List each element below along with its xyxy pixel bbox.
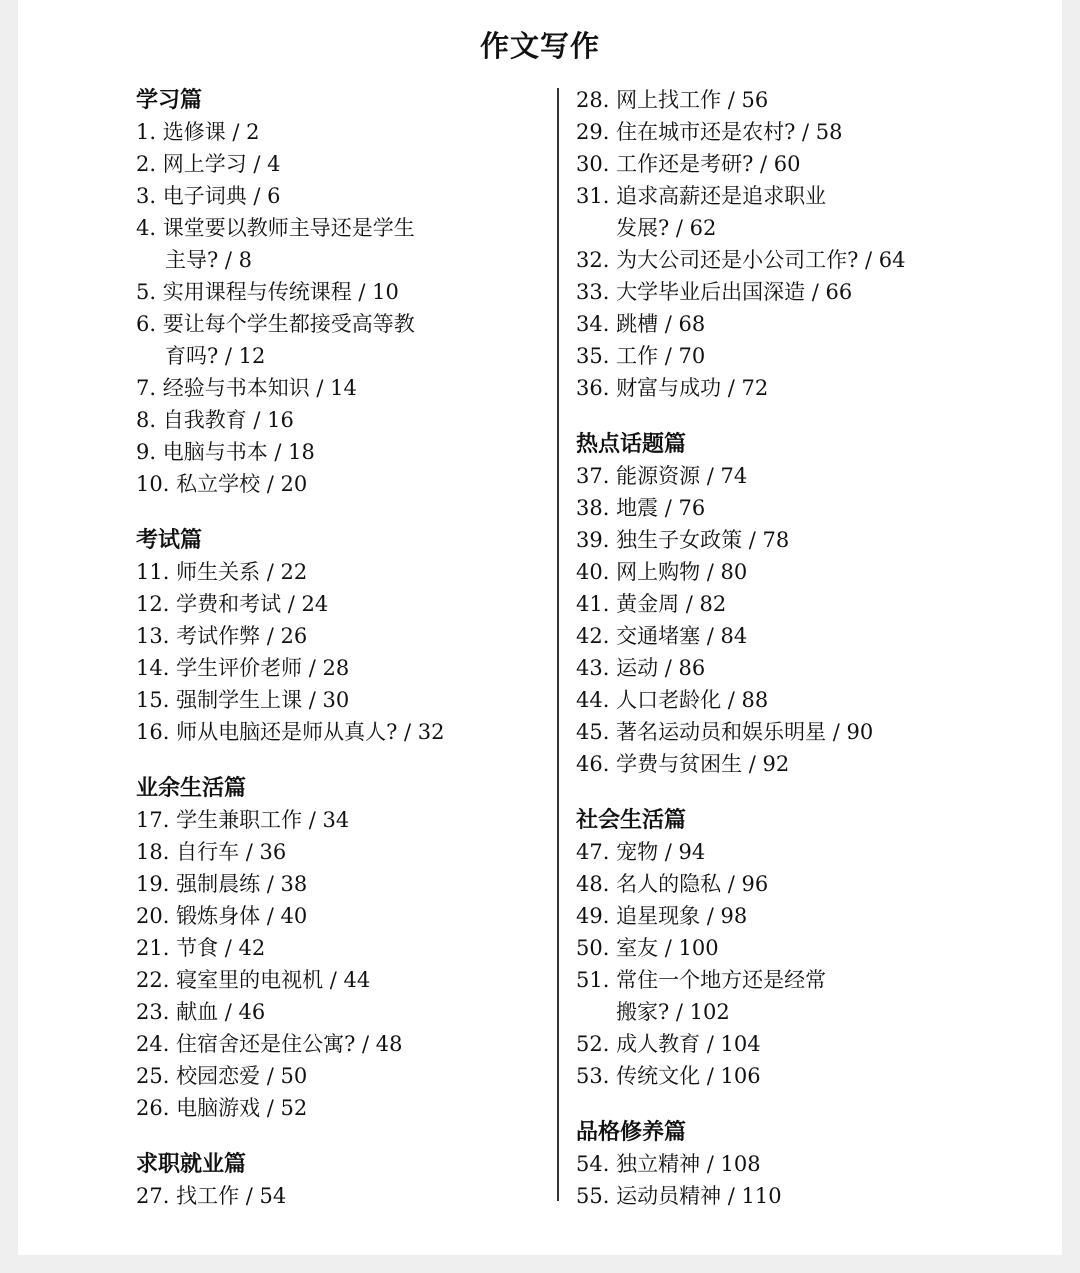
entry-number: 27.: [136, 1184, 170, 1208]
section-heading: 考试篇: [136, 527, 203, 553]
entry-number: 8.: [136, 408, 157, 432]
toc-entry: [136, 468, 445, 500]
entry-title: 电脑游戏 / 52: [176, 1096, 308, 1120]
toc-entry: [576, 180, 906, 244]
toc-entry: [136, 900, 445, 932]
toc-entry: [576, 588, 906, 620]
entry-number: 16.: [136, 720, 170, 744]
entry-title: 节食 / 42: [176, 936, 266, 960]
toc-entry: [576, 308, 906, 340]
toc-entry: [136, 868, 445, 900]
toc-entry: [576, 372, 906, 404]
entry-number: 24.: [136, 1032, 170, 1056]
toc-entry: [576, 1060, 906, 1092]
entry-number: 39.: [576, 528, 610, 552]
entry-title: 能源资源 / 74: [616, 464, 748, 488]
toc-entry: [576, 340, 906, 372]
entry-title-continuation: 育吗? / 12: [165, 344, 266, 368]
entry-number: 55.: [576, 1184, 610, 1208]
entry-title: 实用课程与传统课程 / 10: [162, 280, 399, 304]
entry-title: 独立精神 / 108: [616, 1152, 761, 1176]
entry-number: 11.: [136, 560, 170, 584]
toc-entry: [136, 932, 445, 964]
entry-number: 31.: [576, 184, 610, 208]
toc-entry: [576, 1028, 906, 1060]
entry-title: 追星现象 / 98: [616, 904, 748, 928]
entry-number: 30.: [576, 152, 610, 176]
toc-entry: [576, 524, 906, 556]
toc-entry: [576, 964, 906, 1028]
toc-entry: [576, 1148, 906, 1180]
entry-number: 21.: [136, 936, 170, 960]
entry-number: 34.: [576, 312, 610, 336]
toc-left-column: [136, 84, 445, 1212]
entry-title: 工作 / 70: [616, 344, 706, 368]
section-spacer: [136, 500, 445, 524]
entry-number: 12.: [136, 592, 170, 616]
entry-title: 著名运动员和娱乐明星 / 90: [616, 720, 874, 744]
toc-entry: [576, 620, 906, 652]
entry-number: 37.: [576, 464, 610, 488]
toc-entry: [576, 748, 906, 780]
entry-number: 23.: [136, 1000, 170, 1024]
section-spacer: [136, 748, 445, 772]
entry-title: 工作还是考研? / 60: [616, 152, 801, 176]
toc-entry: [576, 460, 906, 492]
toc-entry: [576, 932, 906, 964]
entry-number: 45.: [576, 720, 610, 744]
entry-number: 26.: [136, 1096, 170, 1120]
toc-entry: [136, 1028, 445, 1060]
entry-title: 锻炼身体 / 40: [176, 904, 308, 928]
entry-title: 课堂要以教师主导还是学生: [162, 216, 415, 240]
entry-title: 自我教育 / 16: [162, 408, 294, 432]
entry-title: 宠物 / 94: [616, 840, 706, 864]
entry-title: 室友 / 100: [616, 936, 719, 960]
toc-entry: [136, 116, 445, 148]
document-page: [18, 0, 1062, 1255]
entry-number: 29.: [576, 120, 610, 144]
entry-number: 2.: [136, 152, 157, 176]
entry-number: 40.: [576, 560, 610, 584]
toc-entry: [576, 868, 906, 900]
entry-title: 学生兼职工作 / 34: [176, 808, 350, 832]
entry-number: 7.: [136, 376, 157, 400]
toc-entry: [576, 900, 906, 932]
toc-entry: [136, 716, 445, 748]
entry-number: 6.: [136, 312, 157, 336]
section-spacer: [576, 404, 906, 428]
toc-entry: [136, 836, 445, 868]
entry-number: 25.: [136, 1064, 170, 1088]
entry-title: 大学毕业后出国深造 / 66: [616, 280, 853, 304]
entry-title: 校园恋爱 / 50: [176, 1064, 308, 1088]
toc-entry: [136, 964, 445, 996]
toc-entry: [136, 996, 445, 1028]
toc-entry: [576, 836, 906, 868]
toc-entry: [576, 684, 906, 716]
entry-title: 师生关系 / 22: [176, 560, 308, 584]
entry-number: 47.: [576, 840, 610, 864]
entry-number: 54.: [576, 1152, 610, 1176]
entry-number: 41.: [576, 592, 610, 616]
section-heading: 业余生活篇: [136, 775, 247, 801]
entry-number: 9.: [136, 440, 157, 464]
entry-title: 为大公司还是小公司工作? / 64: [616, 248, 906, 272]
toc-entry: [576, 1180, 906, 1212]
entry-title: 传统文化 / 106: [616, 1064, 761, 1088]
toc-entry: [576, 652, 906, 684]
toc-entry: [136, 684, 445, 716]
toc-entry: [136, 212, 445, 276]
entry-number: 49.: [576, 904, 610, 928]
entry-title: 学生评价老师 / 28: [176, 656, 350, 680]
entry-title: 追求高薪还是追求职业: [616, 184, 827, 208]
entry-number: 14.: [136, 656, 170, 680]
toc-entry: [136, 148, 445, 180]
entry-number: 35.: [576, 344, 610, 368]
entry-title: 自行车 / 36: [176, 840, 287, 864]
entry-title: 学费与贫困生 / 92: [616, 752, 790, 776]
toc-entry: [136, 372, 445, 404]
entry-title: 电子词典 / 6: [162, 184, 281, 208]
section-heading: 学习篇: [136, 87, 203, 113]
entry-title: 人口老龄化 / 88: [616, 688, 769, 712]
entry-title: 私立学校 / 20: [176, 472, 308, 496]
entry-title-continuation: 主导? / 8: [165, 248, 253, 272]
entry-number: 15.: [136, 688, 170, 712]
entry-title: 财富与成功 / 72: [616, 376, 769, 400]
toc-right-column: [576, 84, 906, 1212]
entry-title: 住宿舍还是住公寓? / 48: [176, 1032, 403, 1056]
entry-title: 跳槽 / 68: [616, 312, 706, 336]
entry-title: 网上学习 / 4: [162, 152, 281, 176]
toc-entry: [576, 492, 906, 524]
entry-title: 献血 / 46: [176, 1000, 266, 1024]
entry-number: 1.: [136, 120, 157, 144]
entry-title: 强制晨练 / 38: [176, 872, 308, 896]
toc-entry: [136, 308, 445, 372]
entry-number: 46.: [576, 752, 610, 776]
entry-title: 交通堵塞 / 84: [616, 624, 748, 648]
toc-entry: [136, 1092, 445, 1124]
entry-number: 17.: [136, 808, 170, 832]
section-heading: 求职就业篇: [136, 1151, 247, 1177]
entry-title: 考试作弊 / 26: [176, 624, 308, 648]
entry-number: 4.: [136, 216, 157, 240]
entry-number: 38.: [576, 496, 610, 520]
entry-title-continuation: 发展? / 62: [616, 216, 717, 240]
entry-number: 10.: [136, 472, 170, 496]
entry-title: 要让每个学生都接受高等教: [162, 312, 415, 336]
section-spacer: [576, 1092, 906, 1116]
toc-entry: [136, 652, 445, 684]
toc-entry: [136, 556, 445, 588]
toc-entry: [136, 1180, 445, 1212]
toc-entry: [136, 804, 445, 836]
entry-number: 18.: [136, 840, 170, 864]
entry-number: 28.: [576, 88, 610, 112]
entry-title: 地震 / 76: [616, 496, 706, 520]
entry-title: 寝室里的电视机 / 44: [176, 968, 371, 992]
entry-number: 3.: [136, 184, 157, 208]
toc-entry: [136, 276, 445, 308]
entry-title: 网上购物 / 80: [616, 560, 748, 584]
section-heading: 热点话题篇: [576, 431, 687, 457]
toc-entry: [136, 436, 445, 468]
toc-entry: [136, 1060, 445, 1092]
entry-title: 网上找工作 / 56: [616, 88, 769, 112]
entry-title: 选修课 / 2: [162, 120, 260, 144]
section-spacer: [136, 1124, 445, 1148]
entry-number: 22.: [136, 968, 170, 992]
toc-entry: [576, 244, 906, 276]
entry-title: 黄金周 / 82: [616, 592, 727, 616]
entry-number: 13.: [136, 624, 170, 648]
entry-number: 32.: [576, 248, 610, 272]
entry-number: 20.: [136, 904, 170, 928]
entry-title: 运动员精神 / 110: [616, 1184, 782, 1208]
entry-number: 42.: [576, 624, 610, 648]
toc-entry: [576, 276, 906, 308]
entry-title-continuation: 搬家? / 102: [616, 1000, 730, 1024]
toc-entry: [576, 148, 906, 180]
entry-title: 师从电脑还是师从真人? / 32: [176, 720, 445, 744]
entry-number: 44.: [576, 688, 610, 712]
entry-number: 48.: [576, 872, 610, 896]
entry-number: 33.: [576, 280, 610, 304]
entry-title: 成人教育 / 104: [616, 1032, 761, 1056]
entry-number: 19.: [136, 872, 170, 896]
entry-title: 运动 / 86: [616, 656, 706, 680]
entry-number: 53.: [576, 1064, 610, 1088]
toc-entry: [136, 180, 445, 212]
page-title: 作文写作: [479, 29, 600, 63]
entry-title: 经验与书本知识 / 14: [162, 376, 357, 400]
entry-number: 43.: [576, 656, 610, 680]
entry-number: 51.: [576, 968, 610, 992]
section-heading: 品格修养篇: [576, 1119, 687, 1145]
toc-entry: [576, 84, 906, 116]
entry-title: 找工作 / 54: [176, 1184, 287, 1208]
entry-title: 名人的隐私 / 96: [616, 872, 769, 896]
toc-entry: [136, 620, 445, 652]
entry-number: 50.: [576, 936, 610, 960]
entry-title: 强制学生上课 / 30: [176, 688, 350, 712]
entry-title: 住在城市还是农村? / 58: [616, 120, 843, 144]
toc-entry: [576, 556, 906, 588]
section-spacer: [576, 780, 906, 804]
entry-number: 5.: [136, 280, 157, 304]
entry-title: 电脑与书本 / 18: [162, 440, 315, 464]
entry-title: 常住一个地方还是经常: [616, 968, 827, 992]
entry-number: 36.: [576, 376, 610, 400]
column-divider: [557, 88, 559, 1201]
entry-number: 52.: [576, 1032, 610, 1056]
toc-entry: [576, 116, 906, 148]
entry-title: 学费和考试 / 24: [176, 592, 329, 616]
toc-entry: [136, 404, 445, 436]
toc-entry: [576, 716, 906, 748]
section-heading: 社会生活篇: [576, 807, 687, 833]
entry-title: 独生子女政策 / 78: [616, 528, 790, 552]
toc-entry: [136, 588, 445, 620]
